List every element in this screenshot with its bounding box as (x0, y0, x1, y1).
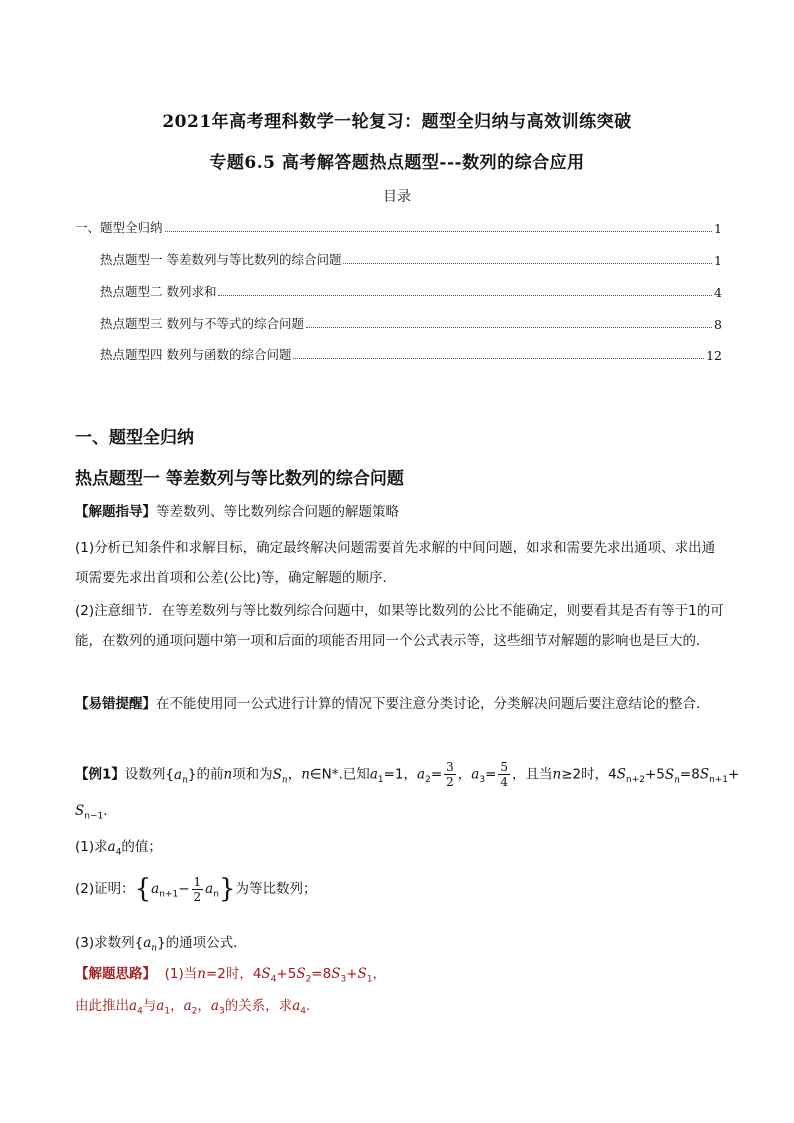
document-subtitle: 专题6.5 高考解答题热点题型---数列的综合应用 (209, 153, 585, 173)
example-statement-cont: $S_{n-1}$. (75, 803, 108, 822)
toc-entry-label: 一、题型全归纳 (75, 220, 163, 235)
toc-entry-label: 热点题型四 数列与函数的综合问题 (100, 347, 292, 362)
guide-paragraph (75, 497, 725, 527)
toc-entry-page: 8 (714, 317, 722, 332)
toc-entry-page: 1 (714, 221, 722, 236)
toc-entry-label: 热点题型二 数列求和 (100, 284, 217, 299)
toc-leader (293, 358, 704, 359)
toc-entry[interactable] (100, 314, 722, 332)
toc-heading: 目录 (383, 189, 411, 205)
toc-leader (343, 263, 712, 264)
fraction: $\frac{1}{2}$ (193, 874, 202, 904)
warning-tag: 【易错提醒】 (75, 696, 156, 712)
thinking-line-1: 【解题思路】 (1)当n=2时，$4S_4+5S_2=8S_3+S_1$， (75, 966, 386, 985)
toc-entry[interactable] (75, 218, 722, 236)
toc-entry[interactable] (100, 345, 722, 363)
guide-point-1: (1)分析已知条件和求解目标，确定最终解决问题需要首先求解的中间问题，如求和需要先求出通项、求出通项需要先求出首项和公差(公比)等，确定解题的顺序． (75, 540, 716, 586)
guide-tag: 【解题指导】 (75, 504, 156, 520)
section-heading: 一、题型全归纳 (75, 428, 194, 448)
question-3: (3)求数列$\{a_n\}$的通项公式． (75, 935, 247, 954)
toc-leader (306, 327, 712, 328)
question-2: (2)证明：{$a_{n+1}-$ $\frac{1}{2}$ $a_n$}为等比数列； (75, 874, 317, 904)
toc-leader (218, 295, 712, 296)
warning-text: 在不能使用同一公式进行计算的情况下要注意分类讨论，分类解决问题后要注意结论的整合． (156, 696, 710, 712)
toc-leader (165, 231, 713, 232)
toc-entry-label: 热点题型三 数列与不等式的综合问题 (100, 316, 304, 331)
question-1: (1)求$a_4$的值； (75, 839, 162, 858)
document-title: 2021年高考理科数学一轮复习：题型全归纳与高效训练突破 (162, 112, 632, 132)
thinking-line-2: 由此推出$a_4$与$a_1$，$a_2$，$a_3$的关系，求$a_4$. (75, 998, 311, 1017)
toc-entry-label: 热点题型一 等差数列与等比数列的综合问题 (100, 252, 342, 267)
fraction: $\frac{5}{4}$ (500, 760, 509, 789)
toc-entry-page: 1 (714, 253, 722, 268)
toc-entry-page: 4 (714, 285, 722, 300)
thinking-tag: 【解题思路】 (75, 966, 156, 982)
toc-entry[interactable] (100, 282, 722, 300)
example-statement: 【例1】设数列$\{a_n\}$的前n项和为$S_n$，n∈N*.已知$a_1=1$，$a_2=$ $\frac{3}{2}$ ，$a_3=$ $\frac{5}{4}$ ，且当n≥2时，$4S_{n+2}+5S_n=8S_{n+1}+$ (75, 760, 740, 789)
toc-entry[interactable] (100, 250, 722, 268)
example-tag: 【例1】 (75, 766, 125, 783)
fraction: $\frac{3}{2}$ (446, 760, 454, 789)
toc-entry-page: 12 (706, 348, 722, 363)
warning-paragraph (75, 689, 725, 719)
subsection-heading: 热点题型一 等差数列与等比数列的综合问题 (75, 469, 404, 489)
guide-text: 等差数列、等比数列综合问题的解题策略 (156, 504, 399, 520)
guide-point-2: (2)注意细节．在等差数列与等比数列综合问题中，如果等比数列的公比不能确定，则要看其是否有等于1的可能，在数列的通项问题中第一项和后面的项能否用同一个公式表示等，这些细节对解题的影响也是巨大的． (75, 603, 724, 649)
